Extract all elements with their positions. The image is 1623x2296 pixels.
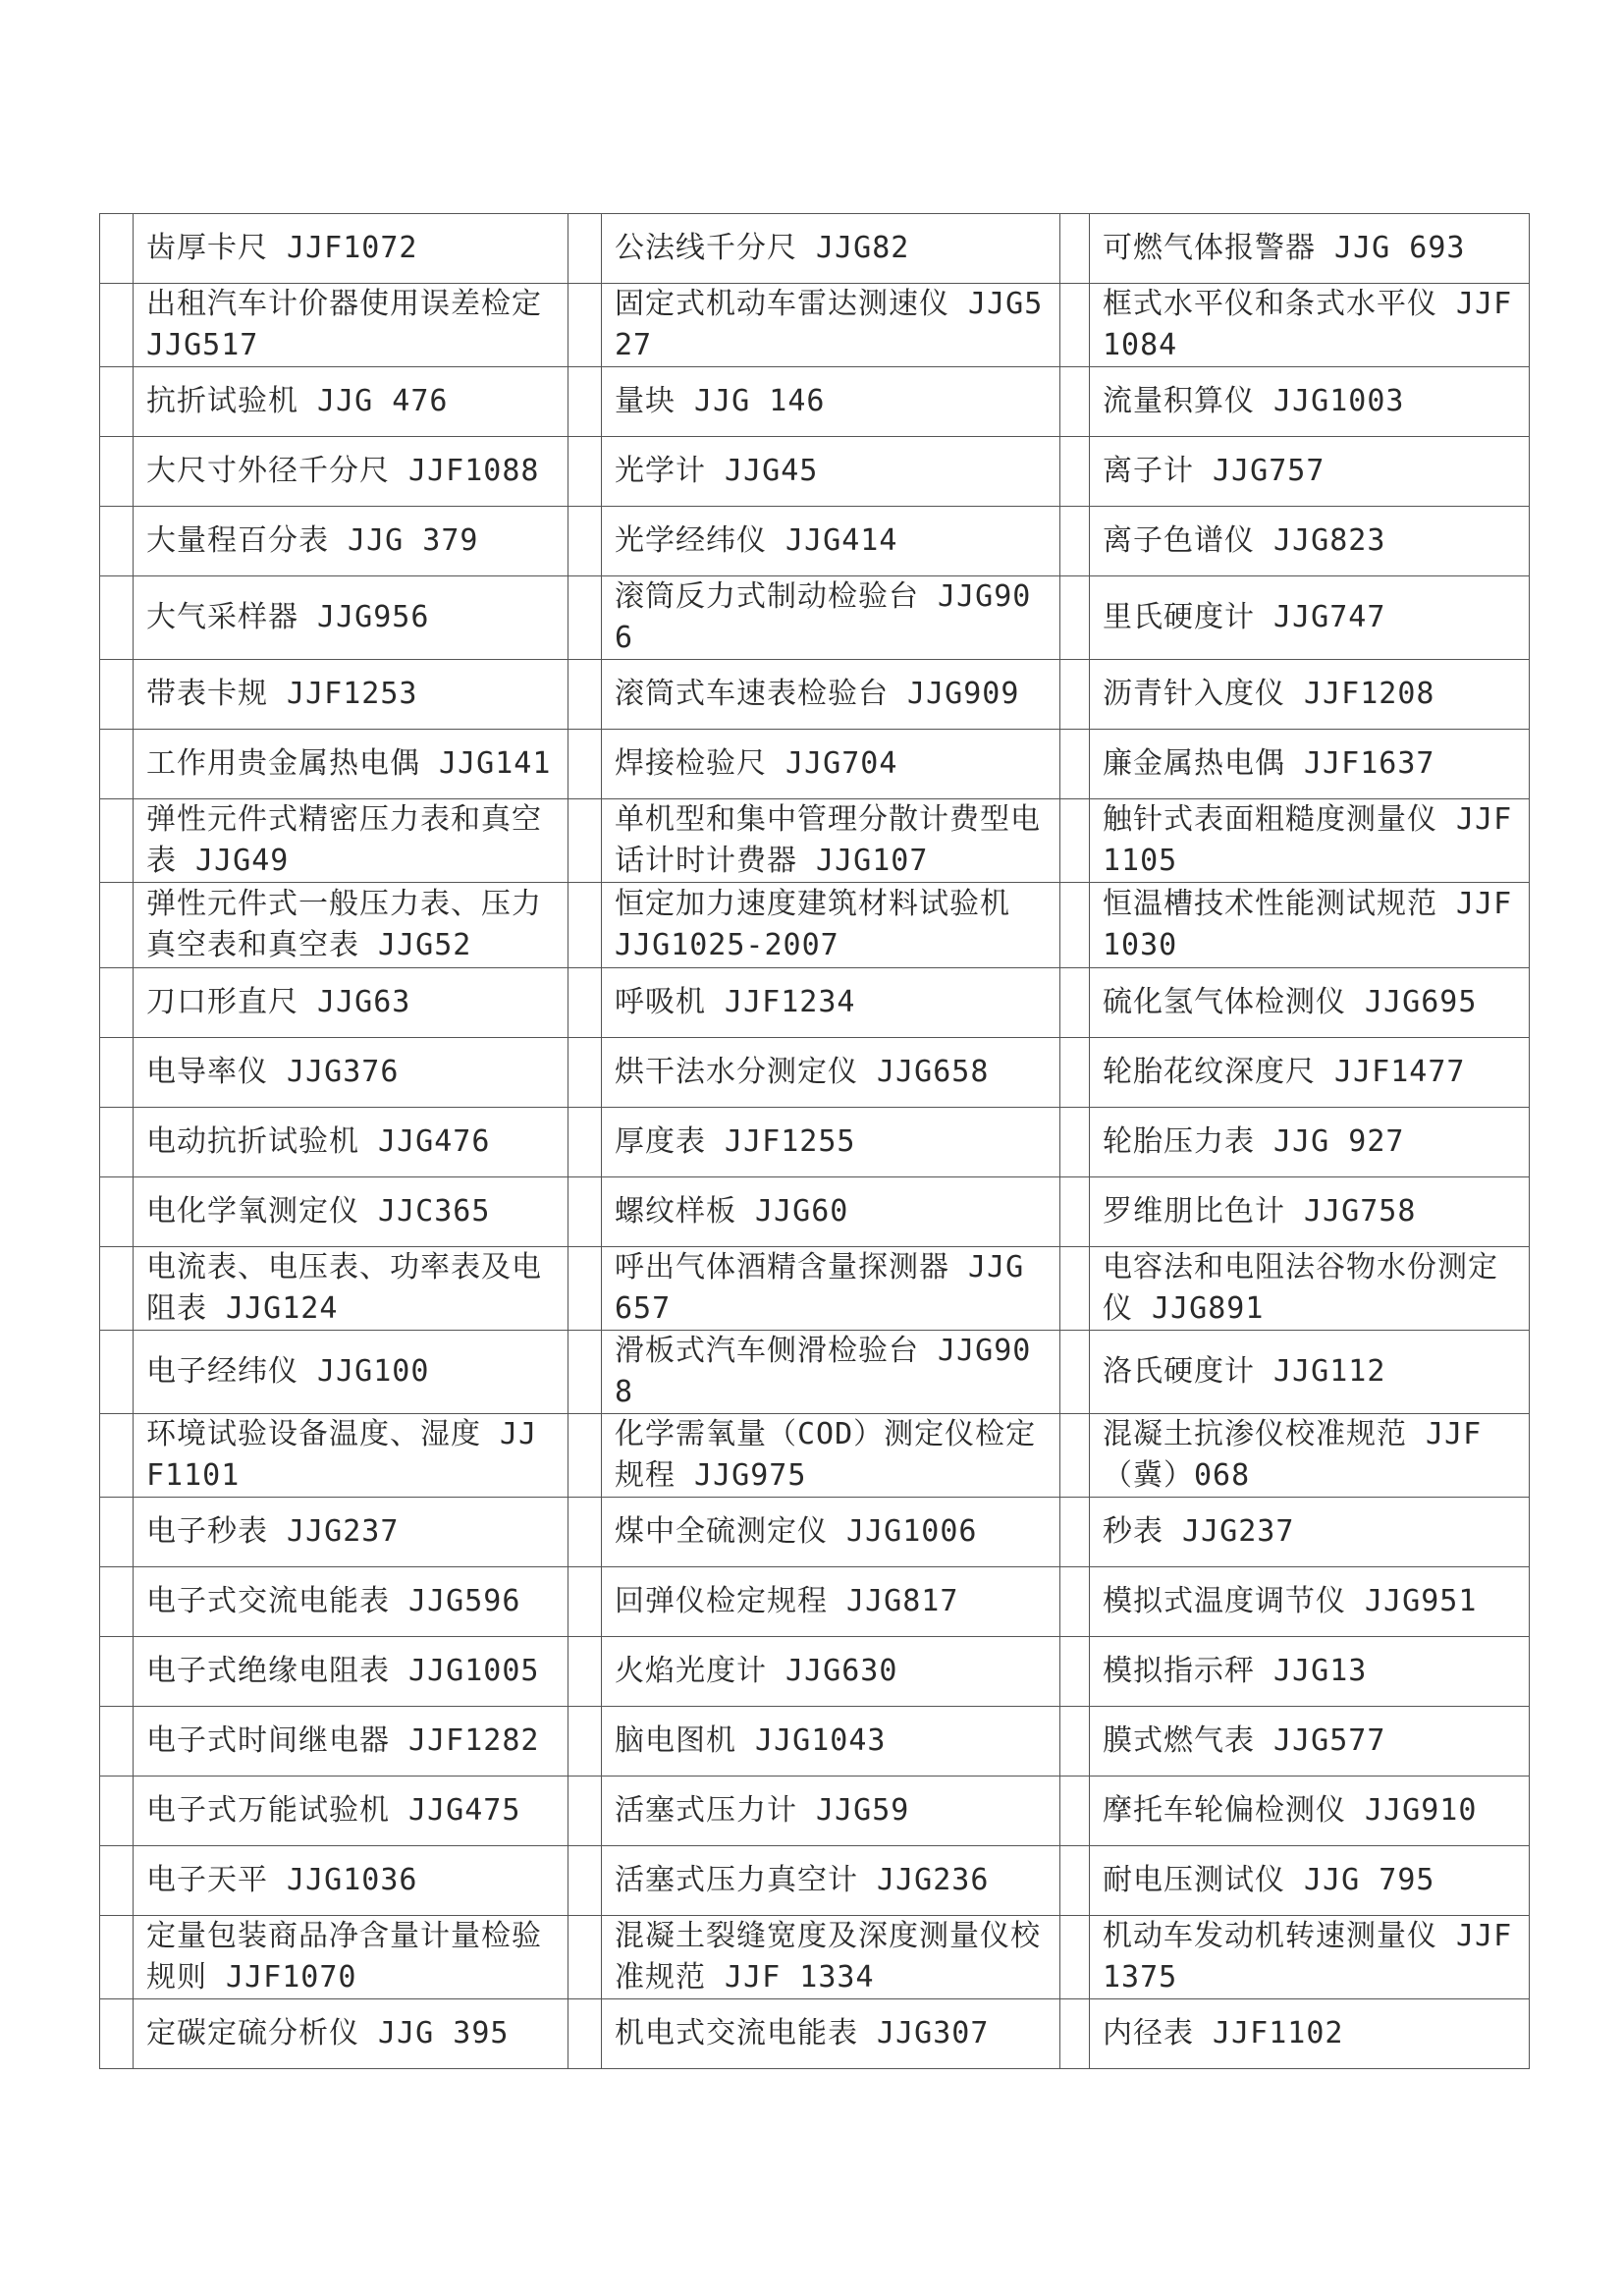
row-gutter-cell: [1060, 1414, 1090, 1498]
row-gutter-cell: [568, 883, 602, 968]
row-gutter-cell: [568, 1846, 602, 1916]
row-gutter-cell: [100, 1846, 134, 1916]
instrument-standard-cell: 电流表、电压表、功率表及电阻表 JJG124: [134, 1247, 568, 1331]
instrument-standard-cell: 煤中全硫测定仪 JJG1006: [602, 1498, 1060, 1567]
table-row: [100, 1777, 1530, 1846]
instrument-standard-cell: 恒温槽技术性能测试规范 JJF1030: [1090, 883, 1530, 968]
instrument-standard-cell: 电容法和电阻法谷物水份测定仪 JJG891: [1090, 1247, 1530, 1331]
instrument-standard-cell: 活塞式压力计 JJG59: [602, 1777, 1060, 1846]
table-row: [100, 730, 1530, 799]
table-row: [100, 1038, 1530, 1108]
row-gutter-cell: [568, 437, 602, 507]
instrument-standard-cell: 厚度表 JJF1255: [602, 1108, 1060, 1177]
instrument-standard-cell: 电子天平 JJG1036: [134, 1846, 568, 1916]
row-gutter-cell: [568, 660, 602, 730]
row-gutter-cell: [1060, 1247, 1090, 1331]
row-gutter-cell: [568, 1916, 602, 1999]
instrument-standard-cell: 触针式表面粗糙度测量仪 JJF1105: [1090, 799, 1530, 883]
row-gutter-cell: [568, 1777, 602, 1846]
table-row: [100, 1331, 1530, 1414]
instrument-standard-cell: 硫化氢气体检测仪 JJG695: [1090, 968, 1530, 1038]
row-gutter-cell: [100, 284, 134, 367]
instrument-standard-cell: 大量程百分表 JJG 379: [134, 507, 568, 576]
instrument-standard-cell: 可燃气体报警器 JJG 693: [1090, 214, 1530, 284]
row-gutter-cell: [1060, 1999, 1090, 2069]
row-gutter-cell: [1060, 799, 1090, 883]
instrument-standard-cell: 沥青针入度仪 JJF1208: [1090, 660, 1530, 730]
instrument-standard-cell: 轮胎花纹深度尺 JJF1477: [1090, 1038, 1530, 1108]
instrument-standard-cell: 机动车发动机转速测量仪 JJF1375: [1090, 1916, 1530, 1999]
table-row: [100, 437, 1530, 507]
instrument-standard-cell: 廉金属热电偶 JJF1637: [1090, 730, 1530, 799]
row-gutter-cell: [568, 1414, 602, 1498]
instrument-standard-cell: 光学计 JJG45: [602, 437, 1060, 507]
row-gutter-cell: [100, 1414, 134, 1498]
row-gutter-cell: [1060, 1846, 1090, 1916]
table-row: [100, 1177, 1530, 1247]
instrument-standard-cell: 耐电压测试仪 JJG 795: [1090, 1846, 1530, 1916]
row-gutter-cell: [1060, 576, 1090, 660]
table-row: [100, 883, 1530, 968]
instrument-standard-cell: 框式水平仪和条式水平仪 JJF1084: [1090, 284, 1530, 367]
row-gutter-cell: [568, 576, 602, 660]
row-gutter-cell: [1060, 284, 1090, 367]
instrument-standard-cell: 齿厚卡尺 JJF1072: [134, 214, 568, 284]
row-gutter-cell: [1060, 507, 1090, 576]
row-gutter-cell: [1060, 660, 1090, 730]
row-gutter-cell: [1060, 1777, 1090, 1846]
row-gutter-cell: [100, 1038, 134, 1108]
table-row: [100, 799, 1530, 883]
row-gutter-cell: [568, 799, 602, 883]
row-gutter-cell: [568, 968, 602, 1038]
instrument-standard-cell: 抗折试验机 JJG 476: [134, 367, 568, 437]
instrument-standard-cell: 滚筒式车速表检验台 JJG909: [602, 660, 1060, 730]
table-row: [100, 1498, 1530, 1567]
row-gutter-cell: [1060, 1707, 1090, 1777]
instrument-standard-cell: 电导率仪 JJG376: [134, 1038, 568, 1108]
table-row: [100, 968, 1530, 1038]
instrument-standard-cell: 电子经纬仪 JJG100: [134, 1331, 568, 1414]
row-gutter-cell: [568, 1637, 602, 1707]
instrument-standard-cell: 化学需氧量（COD）测定仪检定规程 JJG975: [602, 1414, 1060, 1498]
instrument-standards-table: [99, 213, 1530, 2069]
instrument-standard-cell: 定量包装商品净含量计量检验规则 JJF1070: [134, 1916, 568, 1999]
instrument-standard-cell: 罗维朋比色计 JJG758: [1090, 1177, 1530, 1247]
row-gutter-cell: [568, 367, 602, 437]
instrument-standard-cell: 滑板式汽车侧滑检验台 JJG908: [602, 1331, 1060, 1414]
row-gutter-cell: [1060, 1038, 1090, 1108]
instrument-standard-cell: 环境试验设备温度、湿度 JJF1101: [134, 1414, 568, 1498]
table-row: [100, 367, 1530, 437]
row-gutter-cell: [1060, 730, 1090, 799]
instrument-standard-cell: 公法线千分尺 JJG82: [602, 214, 1060, 284]
row-gutter-cell: [100, 1247, 134, 1331]
instrument-standard-cell: 轮胎压力表 JJG 927: [1090, 1108, 1530, 1177]
row-gutter-cell: [1060, 1331, 1090, 1414]
instrument-standard-cell: 光学经纬仪 JJG414: [602, 507, 1060, 576]
row-gutter-cell: [1060, 1567, 1090, 1637]
row-gutter-cell: [568, 1707, 602, 1777]
instrument-standard-cell: 带表卡规 JJF1253: [134, 660, 568, 730]
instrument-standard-cell: 焊接检验尺 JJG704: [602, 730, 1060, 799]
instrument-standard-cell: 里氏硬度计 JJG747: [1090, 576, 1530, 660]
instrument-standard-cell: 电子式时间继电器 JJF1282: [134, 1707, 568, 1777]
row-gutter-cell: [100, 1108, 134, 1177]
table-row: [100, 1999, 1530, 2069]
row-gutter-cell: [100, 1498, 134, 1567]
instrument-standard-cell: 秒表 JJG237: [1090, 1498, 1530, 1567]
instrument-standard-cell: 膜式燃气表 JJG577: [1090, 1707, 1530, 1777]
table-row: [100, 576, 1530, 660]
row-gutter-cell: [568, 1038, 602, 1108]
instrument-standard-cell: 离子计 JJG757: [1090, 437, 1530, 507]
row-gutter-cell: [100, 968, 134, 1038]
instrument-standard-cell: 电子式交流电能表 JJG596: [134, 1567, 568, 1637]
row-gutter-cell: [100, 1999, 134, 2069]
instrument-standard-cell: 模拟指示秤 JJG13: [1090, 1637, 1530, 1707]
row-gutter-cell: [1060, 1916, 1090, 1999]
instrument-standard-cell: 螺纹样板 JJG60: [602, 1177, 1060, 1247]
table-row: [100, 1637, 1530, 1707]
instrument-standard-cell: 恒定加力速度建筑材料试验机 JJG1025-2007: [602, 883, 1060, 968]
row-gutter-cell: [100, 214, 134, 284]
instrument-standard-cell: 出租汽车计价器使用误差检定 JJG517: [134, 284, 568, 367]
instrument-standard-cell: 呼出气体酒精含量探测器 JJG 657: [602, 1247, 1060, 1331]
row-gutter-cell: [100, 367, 134, 437]
row-gutter-cell: [1060, 437, 1090, 507]
instrument-standard-cell: 电子式绝缘电阻表 JJG1005: [134, 1637, 568, 1707]
row-gutter-cell: [100, 1567, 134, 1637]
row-gutter-cell: [100, 1707, 134, 1777]
row-gutter-cell: [100, 1916, 134, 1999]
instrument-standard-cell: 固定式机动车雷达测速仪 JJG527: [602, 284, 1060, 367]
instrument-standard-cell: 脑电图机 JJG1043: [602, 1707, 1060, 1777]
table-row: [100, 1846, 1530, 1916]
row-gutter-cell: [1060, 1177, 1090, 1247]
instrument-standard-cell: 定碳定硫分析仪 JJG 395: [134, 1999, 568, 2069]
row-gutter-cell: [1060, 883, 1090, 968]
instrument-standard-cell: 机电式交流电能表 JJG307: [602, 1999, 1060, 2069]
instrument-standard-cell: 洛氏硬度计 JJG112: [1090, 1331, 1530, 1414]
row-gutter-cell: [568, 1108, 602, 1177]
instrument-standard-cell: 呼吸机 JJF1234: [602, 968, 1060, 1038]
table-body: [100, 214, 1530, 2069]
row-gutter-cell: [1060, 968, 1090, 1038]
instrument-standard-cell: 弹性元件式一般压力表、压力真空表和真空表 JJG52: [134, 883, 568, 968]
instrument-standard-cell: 混凝土抗渗仪校准规范 JJF（冀）068: [1090, 1414, 1530, 1498]
instrument-standard-cell: 电子秒表 JJG237: [134, 1498, 568, 1567]
instrument-standard-cell: 滚筒反力式制动检验台 JJG906: [602, 576, 1060, 660]
table-row: [100, 1916, 1530, 1999]
instrument-standard-cell: 量块 JJG 146: [602, 367, 1060, 437]
instrument-standard-cell: 模拟式温度调节仪 JJG951: [1090, 1567, 1530, 1637]
table-row: [100, 507, 1530, 576]
instrument-standard-cell: 弹性元件式精密压力表和真空表 JJG49: [134, 799, 568, 883]
row-gutter-cell: [100, 799, 134, 883]
row-gutter-cell: [568, 1498, 602, 1567]
row-gutter-cell: [100, 1777, 134, 1846]
row-gutter-cell: [568, 284, 602, 367]
instrument-standard-cell: 烘干法水分测定仪 JJG658: [602, 1038, 1060, 1108]
row-gutter-cell: [568, 1177, 602, 1247]
row-gutter-cell: [100, 660, 134, 730]
row-gutter-cell: [100, 883, 134, 968]
table-row: [100, 1707, 1530, 1777]
instrument-standard-cell: 离子色谱仪 JJG823: [1090, 507, 1530, 576]
row-gutter-cell: [100, 1637, 134, 1707]
table-row: [100, 1414, 1530, 1498]
table-row: [100, 660, 1530, 730]
instrument-standard-cell: 火焰光度计 JJG630: [602, 1637, 1060, 1707]
instrument-standard-cell: 单机型和集中管理分散计费型电话计时计费器 JJG107: [602, 799, 1060, 883]
row-gutter-cell: [568, 214, 602, 284]
instrument-standard-cell: 内径表 JJF1102: [1090, 1999, 1530, 2069]
instrument-standard-cell: 摩托车轮偏检测仪 JJG910: [1090, 1777, 1530, 1846]
row-gutter-cell: [1060, 1637, 1090, 1707]
instrument-standard-cell: 电动抗折试验机 JJG476: [134, 1108, 568, 1177]
row-gutter-cell: [100, 437, 134, 507]
instrument-standard-cell: 流量积算仪 JJG1003: [1090, 367, 1530, 437]
instrument-standard-cell: 大尺寸外径千分尺 JJF1088: [134, 437, 568, 507]
row-gutter-cell: [100, 576, 134, 660]
row-gutter-cell: [568, 1567, 602, 1637]
row-gutter-cell: [568, 1331, 602, 1414]
row-gutter-cell: [100, 1331, 134, 1414]
row-gutter-cell: [100, 507, 134, 576]
row-gutter-cell: [1060, 214, 1090, 284]
instrument-standard-cell: 大气采样器 JJG956: [134, 576, 568, 660]
row-gutter-cell: [1060, 367, 1090, 437]
row-gutter-cell: [568, 507, 602, 576]
table-row: [100, 1247, 1530, 1331]
row-gutter-cell: [568, 730, 602, 799]
instrument-standard-cell: 电子式万能试验机 JJG475: [134, 1777, 568, 1846]
row-gutter-cell: [100, 1177, 134, 1247]
instrument-standard-cell: 回弹仪检定规程 JJG817: [602, 1567, 1060, 1637]
instrument-standard-cell: 混凝土裂缝宽度及深度测量仪校准规范 JJF 1334: [602, 1916, 1060, 1999]
instrument-standard-cell: 工作用贵金属热电偶 JJG141: [134, 730, 568, 799]
row-gutter-cell: [1060, 1108, 1090, 1177]
instrument-standard-cell: 电化学氧测定仪 JJC365: [134, 1177, 568, 1247]
instrument-standard-cell: 刀口形直尺 JJG63: [134, 968, 568, 1038]
row-gutter-cell: [568, 1999, 602, 2069]
row-gutter-cell: [568, 1247, 602, 1331]
table-row: [100, 1567, 1530, 1637]
table-row: [100, 214, 1530, 284]
row-gutter-cell: [1060, 1498, 1090, 1567]
table-row: [100, 1108, 1530, 1177]
instrument-standard-cell: 活塞式压力真空计 JJG236: [602, 1846, 1060, 1916]
row-gutter-cell: [100, 730, 134, 799]
table-row: [100, 284, 1530, 367]
